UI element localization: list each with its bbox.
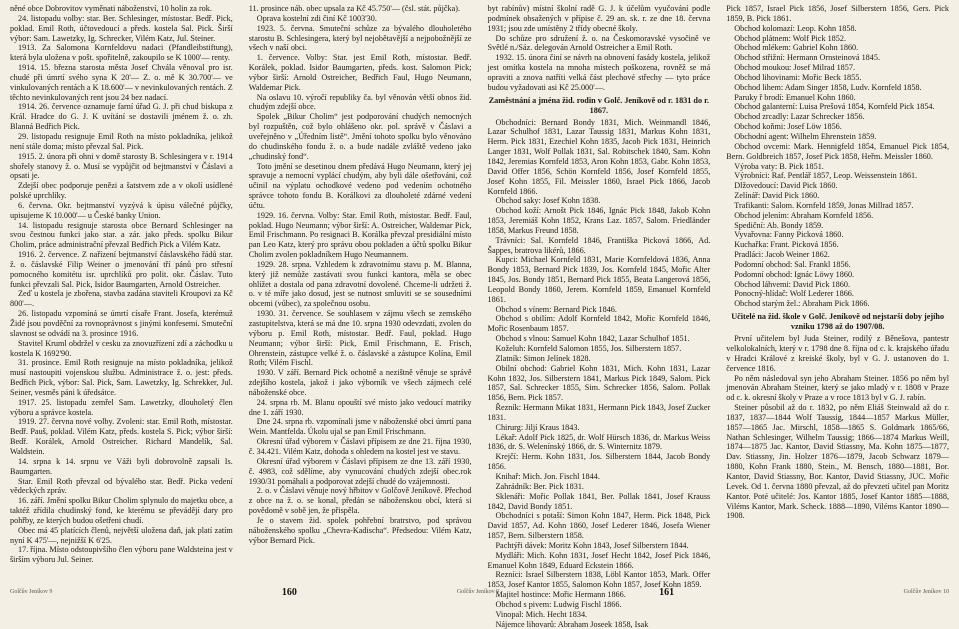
paragraph: Zlatník: Simon Jelínek 1828.: [495, 353, 591, 363]
paragraph: Rezníci: Israel Silberstern 1838, Löbl Kantor 1853, Mark. Offer 1853, Josef Kantor 1855, Salomon Kohn 1857, Josef Kohn 1859.: [487, 570, 711, 590]
paragraph: Star. Emil Roth převzal od bývalého star. Bedř. Picka vedení vědeckých zpráv.: [10, 476, 233, 496]
paragraph: Zdejší obec podporuje penězi a šatstvem zde a v okolí usídlené polské uprchlíky.: [10, 181, 233, 201]
paragraph: Obchod plátnem: Wolf Pick 1852.: [734, 33, 847, 43]
paragraph: Obchod zrcadly: Lazar Schrecker 1856.: [734, 112, 865, 122]
paragraph: Zahrádník: Ber. Pick 1831.: [495, 481, 584, 491]
paragraph: 2. o. v Čáslavi věnuje nový hřbitov v Golčově Jeníkově. Přechod z obce na ž. o. se konal, předán se náboženskou obcí, která si povědomě v sobě jen, že přispěla.: [248, 486, 472, 516]
paragraph: Podomní obchod: Sal. Frankl 1856.: [734, 259, 851, 269]
paragraph: Obchodníci s potaší: Simon Kohn 1847, Herm. Pick 1848, Pick David 1857, Ad. Kohn 1860, Josef Lederer 1846, Josefa Wiener 1857, Bern. Silberstern 1858.: [487, 511, 711, 541]
paragraph: Vyvařovna: Fanny Picková 1860.: [734, 230, 844, 240]
paragraph: Podomní obchod: Ignác Löwy 1860.: [734, 269, 855, 279]
paragraph: Chirurg: Jiljí Kraus 1843.: [495, 422, 580, 432]
paragraph: Obchod s vínem: Bernard Pick 1846.: [495, 304, 617, 314]
paragraph: 11. prosince náb. obec upsala za Kč 45.750'— (čsl. stát. půjčka).: [248, 4, 461, 13]
paragraph: Lékař: Adolf Pick 1825, dr. Wolf Hürsch 1836, dr. Markus Weiss 1836, dr. S. Welenínský 1866, dr. S. Winternitz 1879.: [487, 432, 711, 452]
paragraph: Trafikanti: Salom. Kornfeld 1859, Jonas Millrad 1857.: [734, 200, 914, 210]
paragraph: 14. srpna k 14. srpnu ve Váži byli dobrovolně zapsali Is. Baumgarten.: [10, 456, 233, 476]
paragraph: Výrobníci: Raf. Pentlář 1857, Leop. Weissenstein 1861.: [734, 171, 918, 181]
paragraph: 1914. 26. července oznamuje farní úřad G. J. při chud biskupa z Král. Hradce do G. J. K uvítání se dostavili jménem ž. o. zh. Blanná Bedřich Pick.: [10, 102, 233, 132]
paragraph: Sklenáři: Mořic Pollak 1841, Ber. Pollak 1841, Josef Krauss 1842, David Bondy 1851.: [487, 491, 711, 511]
paragraph: Obchod s pivem: Ludwig Fischl 1866.: [495, 599, 622, 609]
paragraph: 31. prosince. Emil Roth resignuje na místo pokladníka, jelikož musí nastoupiti vojenskou službu. Administrace ž. o. jest: předs. Bedřich Pick, výbor: Sal. Pick, Sam. Lawetzky, Ig. Schrekker, Jul. Seiner, vesměs páni k úředsátce.: [10, 358, 233, 397]
paragraph: Vinopal: Mich. Hecht 1834.: [495, 609, 588, 619]
paragraph: Ponocný-hlídač: Wolf Lederer 1866.: [734, 289, 854, 299]
paragraph: Mydláři: Mich. Kohn 1831, Josef Hecht 1842, Josef Pick 1846, Emanuel Kohn 1849, Eduard Eckstein 1866.: [487, 550, 711, 570]
column-2: [249, 4, 472, 588]
paragraph: Obchod koňmi: Josef Löw 1856.: [734, 122, 842, 132]
paragraph: Obchod saky: Josef Kohn 1838.: [495, 196, 601, 206]
paragraph: Kupci: Michael Kornfeld 1831, Marie Kornfeldová 1836, Anna Bondy 1853, Bernard Pick 1839, Jos. Kornfeld 1845, Mořic Alter 1845, Jos. Bondy 1851, Bernard Pick 1855, Beata Langerová 1856, Leopold Bondy 1860, Jerem. Kornfeld 1859, Emanuel Kornfeld 1861.: [487, 255, 711, 304]
paragraph: Koželuh: Kornfeld Salomon 1855, Jos. Silberstern 1857.: [495, 344, 682, 353]
paragraph: 1916. 2. července. Z nařízení bejtmanství čáslavského řádů star. ž. o. čáslavské Filip Weiner o jmenování tří pánů pro střesní pomocného komitétu isr. uprchlíků pro polit. okr. Čáslav. Tuto funkci převzali Sal. Pick, Isidor Baumgarten, Arnold Ostreicher.: [10, 250, 233, 289]
page-numbers: [282, 587, 674, 598]
paragraph: Toto jmění se desetinou dnem předává Hugo Neumann, který jej spravuje a nemocní vyplácí chudým, aby byli dále ošetřováni, což učinil na výplatu ochodkové vedeno pod vedením ochotného správce tohoto fondu B. Korálkovi za dlouholeté zdárné vedení účtu.: [248, 161, 472, 210]
column-4: [726, 4, 949, 588]
paragraph: 16. září. Jmění spolku Bikur Cholim splynulo do majetku obce, a taktéž zřídila chudinský fond, ke kterému se převádějí dary pro pohřby, ze kterých budou ošetřeni chudí.: [10, 496, 233, 525]
paragraph: Nájemce lihovarů: Abraham Joseek 1858, Isak: [495, 619, 649, 629]
paragraph: Steiner působil až do r. 1832, po něm Eliáš Steinwald až do r. 1837, 1837—1844 Wolf Taussig, 1844—1857 Markus Müller, 1857—1865 Jac. Mirschl, 1858—1865 S. Goldmark 1865/66, Nathan Schlesinger, Wilhelm Taussig; 1866—1874 Markus Weill, 1874—1875 Jac. Kantor, David Stiassny, Ma. Kohn 1875—1877, Dav. Stiassny, Jin. Holzer 1876—1879, Jacob Schwarz 1879—1880, Kohn Frank 1880, Stein., M. Bensch, 1880—1881, Bor. Kantor, David Stiassny, Bor. Kantor, David Stiassny, JUC. Mořic Levek. Od 1. června 1880 převzal, až do převzetí učitel pan Moritz Kantor. Poté učitelé: Jos. Kantor 1885, Josef Kantor 1885—1888, Viléms Kantor, Mark. Scheck. 1888—1890, Viléms Kantor 1890—1908.: [726, 403, 949, 521]
paragraph: 24. listopadu volby: star. Ber. Schlesinger, místostar. Bedř. Pick, poklad. Emil Roth, účtovedoucí a předs. kostela Sal. Pick. Širší výbor: Sam. Lawetzky, Ig. Schrecker, Vilém Katz, Jul. Steiner.: [10, 13, 233, 43]
paragraph: 1930. 31. července. Se souhlasem v zájmu všech se zemského zastupitelstva, která se má dne 10. srpna 1930 odevzdati, zvolen do výboru p. Emil Roth, místostar. Bedř. Faul, poklad. Hugo Neumann; výbor širší: Pick, Emil Frischmann, E. Frisch, Ohrenstein, zástupce velké ž. o. čáslavské a zástupce Kolína, Emil Roth; Vilém Fischl.: [248, 309, 472, 368]
section-heading: Učitelé na žid. škole v Golč. Jeníkově od nejstarší doby jejího vzniku 1798 až do 1907/08.: [731, 312, 945, 332]
paragraph: Paruky ř brodí: Emanuel Kohn 1860.: [734, 92, 856, 102]
footer-mid-label: Golčův Jeníkov 9: [456, 589, 500, 595]
paragraph: Oprava kostelní zdi činí Kč 1003'30.: [256, 13, 377, 23]
paragraph: Obilní obchod: Gabriel Kohn 1831, Mich. Kohn 1831, Lazar Kohn 1832, Jos. Silberstern 1841, Markus Pick 1849, Salom. Pick 1857, Sal. Schrecker 1855, Sim. Schrecker 1856, Salom. Pollak 1856, Bern. Pick 1857.: [487, 363, 711, 403]
paragraph: Dlžovedoucí: David Pick 1860.: [734, 181, 838, 191]
footer-left-label: Golčův Jeníkov 9: [10, 589, 53, 595]
paragraph: Obchod lihem: Adam Singer 1858, Ludv. Kornfeld 1858.: [734, 82, 922, 92]
paragraph: Pick 1857, Israel Pick 1856, Josef Silberstern 1856, Gers. Pick 1859, B. Pick 1861.: [726, 4, 949, 23]
paragraph: Obchod galanterní: Luisa Prešová 1854, Kornfeld Pick 1854.: [734, 102, 935, 112]
paragraph: Okresní úřad výborem v Čáslavi přípisem ze dne 21. října 1930, č. 34.421. Vilém Katz, dohoda s ohledem na kostel jest ve stavu.: [248, 437, 472, 456]
column-1: [10, 4, 233, 588]
paragraph: Obchod jelením: Abraham Kornfeld 1856.: [734, 210, 874, 220]
paragraph: 14. listopadu resignuje starosta obce Bernard Schlesinger na svou čestnou funkci jako star. a zár. jako předs. spolku Bikur Cholim, práce administrační převzal Bedřich Pick a Vilém Katz.: [10, 220, 233, 250]
paragraph: Do schůze pro sdružení ž. o. na Českomoravské vysočině ve Světlé n./Sáz. delegován Arnold Ostreicher a Emil Roth.: [487, 33, 711, 53]
paragraph: Spediční: Ab. Bondy 1859.: [734, 220, 824, 230]
paragraph: Zeď u kostela je zbořena, stavba zadána staviteli Kroupovi za Kč 800'—.: [10, 289, 233, 309]
paragraph: 26. listopadu vzpomíná se úmrtí císaře Frant. Josefa, kterémuž Židé jsou povděční za rovnoprávnost s jinými konfesemi. Smuteční slavnost se odvádí na 3. prosince 1916.: [10, 309, 233, 338]
paragraph: 1929. 16. června. Volby: Star. Emil Roth, místostar. Bedř. Faul, poklad. Hugo Neumann; výbor širší: A. Ostreicher, Waldemar Pick, Emil Frischmann. Po resignaci B. Korálka převzal presidiální místo pan Leo Katz, který pro správu obou pokladen a účtů spolku Bikur Cholim zvolen pokladníkem Hugo Neumannem.: [248, 210, 472, 260]
paragraph: Dne 24. srpna rb. vzpomínali jsme v náboženské obci úmrtí pana Wein. Mantfelda. Úkolu ujal se pan Emil Frischmann.: [248, 417, 472, 437]
paragraph: 6. června. Okr. bejtmanství vyzývá k úpisu válečné půjčky, upisujeme K 10.000'— u České banky Union.: [10, 200, 233, 220]
paragraph: Pachtýři dávek: Moritz Kohn 1843, Josef Silberstern 1844.: [495, 540, 689, 550]
paragraph: 1917. 25. listopadu zemřel Sam. Lawetzky, dlouholetý člen výboru a správce kostela.: [10, 397, 233, 417]
paragraph: Obchod starým žel.: Abraham Pick 1866.: [734, 299, 870, 309]
paragraph: Na oslavu 10. výročí republiky ča. byl věnován větší obnos žid. chudým zdejší obce.: [248, 92, 472, 112]
paragraph: Obchodní agent: Wilhelm Ehrenstein 1859.: [734, 131, 877, 141]
paragraph: 1915. 2. února při ohni v domě starosty B. Schlesingera v r. 1914 shořely stanovy ž. o. Musí se vypůjčit od bejtmanství v Čáslavi a opsati je.: [10, 151, 233, 181]
paragraph: Je o stavem žid. spolek pohřební bratrstvo, pod správou náboženského spolku „Chevra-Kadischa“. Předsedou: Vilém Katz, výbor Bernard Pick.: [248, 515, 472, 545]
paragraph: Okresní úřad výborem v Čáslavi přípisem ze dne 13. září 1930, č. 4983, což sdělíme, aby vynucování chudých zdejší obec.rok 1930/31 pomáhali a podporovat zdejší chudé do vzájemnosti.: [248, 456, 472, 486]
paragraph: Obchod kolomazí: Leop. Kohn 1858.: [734, 23, 857, 33]
paragraph: Kuchařka: Frant. Picková 1856.: [734, 240, 839, 250]
paragraph: Obchod s obilím: Adolf Kornfeld 1842, Mořic Kornfeld 1846, Mořic Rosenbaum 1857.: [487, 314, 711, 334]
paragraph: Řezník: Hermann Mikat 1831, Hermann Pick 1843, Josef Zucker 1831.: [487, 403, 711, 422]
footer-right-label: Golčův Jeníkov 10: [903, 589, 949, 595]
paragraph: Obchod střižní: Hermann Ornsteinová 1845.: [734, 53, 881, 63]
paragraph: byt rabínův) místní školní radě G. J. k účelům vyučování podle podmínek obsažených v přípise č. 29 an. sk. r. ze dne 18. června 1931; jsou zde umístěny 2 třídy obecné školy.: [487, 4, 711, 33]
paragraph: Trávníci: Sal. Kornfeld 1846, Františka Picková 1866, Ad. Šappes, bratrova likérů, 1866.: [487, 235, 711, 255]
paragraph: Spolek „Bikur Cholim“ jest podporování chudých nemocných byl rozpuštěn, což bylo ohlášeno okr. pol. správě v Čáslavi a uveřejněno v „Úředním listě“. Jmění tohoto spolku bylo věnováno do chudinského fondu ž. o. a bude nadále zvláště vedeno jako „chudinský fond“.: [248, 112, 472, 161]
paragraph: 17. října. Místo odstoupivšího člen výboru pane Waldsteina jest v širším výboru Jul. Seiner.: [10, 545, 233, 565]
page-number-left: 160: [281, 586, 297, 598]
paragraph: Majitel hostince: Mořic Hermann 1866.: [495, 590, 626, 600]
paragraph: 29. listopadu resignuje Emil Roth na místo pokladníka, jelikož není stále doma; místo převzal Sal. Pick.: [10, 131, 233, 151]
paragraph: Obchod láhvemi: David Pick 1860.: [734, 279, 850, 289]
paragraph: 1919. 27. června nové volby. Zvoleni: star. Emil Roth, místostar. Bedř. Pauš, poklad. Vilém Katz, předs. kostela S. Pick; výbor širší: Bedř. Korálek, Arnold Ostreicher. Richard Mandelík, Sal. Waldstein.: [10, 417, 233, 456]
paragraph: Knihař: Mich. Jon. Fischl 1844.: [495, 471, 600, 481]
paragraph: 1923. 5. června. Smuteční schůze za bývalého dlouholetého starostu B. Schlesingera, který byl nejobětavější a nejpobožnější ze všech v naší obci.: [248, 23, 472, 53]
paragraph: První učitelem byl Juda Steiner, rodilý z Běnešova, pantestr velkolokalních, který v r. 1798 dne 8. října od c. k. krajského úřadu v Hradci Králové z kreiské školy, byl v G. J. ustanoven do 1. července 1816.: [726, 334, 949, 373]
paragraph: 1929. 28. srpna. Vzhledem k zdravotnímu stavu p. M. Blanna, který již nemůže zastávati svou funkci kantora, měla se obec ohlížet a dostala od pana zdravotní dovolené. Chceme-li udržeti ž. o. v té míře jako dosud, jest se nutnost smluviti se se sousedními obcemi (vůbec), za společnou osobu.: [248, 259, 472, 309]
paragraph: 24. srpna rb. M. Blanu opouští své místo jako vedoucí matriky dne 1. září 1930.: [248, 397, 472, 417]
paragraph: 1932. 15. února činí se návrh na obnovení fasády kostela, jelikož jest omítka kostela na mnoha místech poškozena, rovněž se má opraviti a znova natříti velká část plechové střechy — tyto práce budou vyžadovati asi Kč 25.000'—.: [487, 53, 711, 92]
paragraph: 1914. 15. března starosta města Josef Chvála věnoval pro isr. chudé při úmrtí svého syna K 20'— Z. o. mě K 30.700'— ve vinkulovaných rentách a K 18.600'— v nevinkulovaných rentách. Z těchto nevinkulovaných rent jsou 24 bez nadací.: [10, 63, 233, 102]
paragraph: Obchod koží: Arnošt Pick 1846, Ignác Pick 1848, Jakob Kohn 1853, Jeremiáš Kohn 1852, Krans Laz. 1857, Salom. Friedländer 1858, Markus Freund 1858.: [487, 206, 711, 235]
paragraph: něné obce Dobrovitov vyměnati náboženství, 10 holin za rok.: [10, 4, 212, 13]
paragraph: Obchodníci: Bernard Bondy 1831, Mich. Weinmandl 1846, Lazar Schulhof 1831, Lazar Taussig 1831, Markus Kohn 1831, Herm. Pick 1831, Ezechiel Kohn 1835, Jacob Pick 1831, Heinrich Langer 1831, Wolf Pollak 1831, Sal. Robitschek 1840, Sam. Kohn 1842, Jeremias Kornfeld 1853, Aron Kohn 1853, Gabr. Kohn 1853, David Offer 1856, Schön Kornfeld 1856, Josef Kornfeld 1855, Josef Kohn 1855, Fil. Meissler 1860, Israel Pick 1866, Jacob Kornfeld 1866.: [487, 117, 711, 196]
page-footer: [10, 586, 949, 598]
paragraph: 1. července. Volby: Star. jest Emil Roth, místostar. Bedř. Korálek, poklad. Isidor Baumgarten, předs. kost. Salomon Pick; výbor širší: Arnold Ostreicher, Bedřich Faul, Hugo Neumann, Waldemar Pick.: [248, 53, 472, 92]
paragraph: 1930. V září. Bernard Pick ochotně a nezištně věnuje se správě zdejšího kostela, jakož i jako výborník ve všech zájmech celé náboženské obce.: [248, 368, 472, 397]
paragraph: Výroba vaty: B. Pick 1851.: [734, 161, 824, 171]
paragraph: Po něm následoval syn jeho Abraham Steiner. 1856 po něm byl jmenován Abraham Steiner, který se jako mladý v r. 1808 v Praze od c. k. okresní školy v Praze a v roce 1813 byl v G. J. rabín.: [726, 373, 949, 403]
paragraph: Krejčí: Herm. Kohn 1831, Jos. Silberstern 1844, Jacob Bondy 1856.: [487, 452, 711, 472]
page-number-right: 161: [659, 586, 675, 598]
paragraph: Obchod mlékem: Gabriel Kohn 1860.: [734, 43, 859, 53]
paragraph: Obchod moukou: Josef Milrad 1857.: [734, 63, 856, 73]
paragraph: Obec má 45 platících členů, největší uložena daň, jak platí zatím nyní K 475'—, nejnižší K 6'25.: [10, 525, 233, 545]
paragraph: 1913. Za Salomona Kornfeldovu nadaci (Pfandleibstiftung), která byla uložena v pošt. spořitelně, zakoupilo se K 1000'— renty.: [10, 43, 233, 63]
section-heading: Zaměstnání a jména žid. rodin v Golč. Jeníkově od r. 1831 do r. 1867.: [488, 95, 710, 115]
paragraph: Obchod lihovinami: Mořic Beck 1855.: [734, 72, 862, 82]
paragraph: Stavitel Kruml obdržel v cesku za znovuzřízení zdí a záchodku u kostela K 1692'90.: [10, 338, 233, 358]
paragraph: Obchod s vlnou: Samuel Kohn 1842, Lazar Schulhof 1851.: [495, 334, 690, 344]
paragraph: Pradláci: Jacob Weiner 1862.: [734, 250, 830, 260]
paragraph: Obchod ovcemi: Mark. Hennigfeld 1854, Emanuel Pick 1854, Bern. Goldbreich 1857, Josef Pick 1858, Heřm. Meissler 1860.: [726, 141, 949, 161]
paragraph: Zelínář: David Pick 1860.: [734, 191, 820, 201]
